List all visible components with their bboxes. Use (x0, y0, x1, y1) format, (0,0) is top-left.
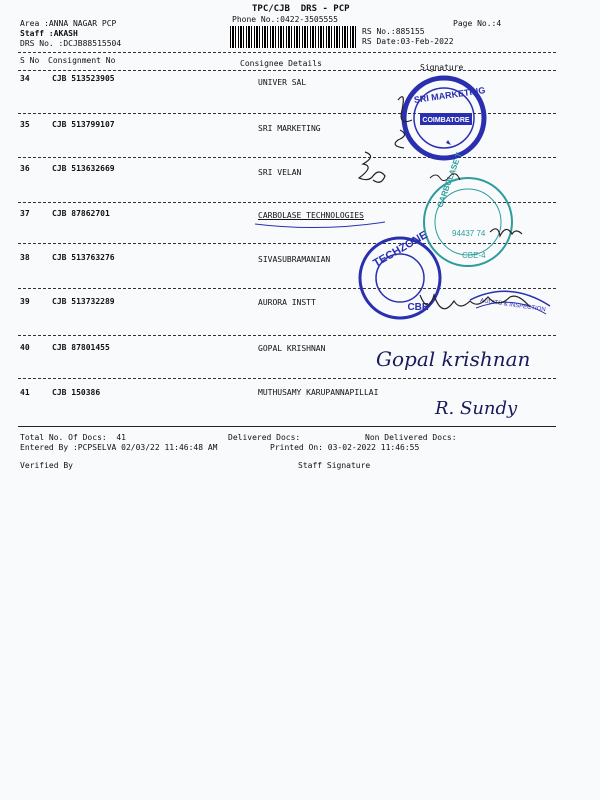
row-consignment: CJB 513632669 (52, 164, 115, 173)
sri-marketing-stamp-top: SRI MARKETING (413, 85, 486, 105)
row-consignment: CJB 87862701 (52, 209, 110, 218)
row-sno: 41 (20, 388, 30, 397)
carbolase-stamp-bottom: CBE-4 (462, 251, 486, 260)
page-number: Page No.:4 (453, 19, 502, 28)
underline-mark (255, 222, 385, 228)
column-header-signature: Signature (420, 63, 464, 72)
row-consignment: CJB 150386 (52, 388, 101, 397)
phone-number: Phone No.:0422-3505555 (232, 15, 338, 24)
row-consignment: CJB 513732289 (52, 297, 115, 306)
carbolase-stamp-top: CARBOLASE T (435, 151, 464, 209)
row-sno: 37 (20, 209, 30, 218)
document-title: TPC/CJB DRS - PCP (252, 4, 350, 14)
delivered-docs: Delivered Docs: (228, 433, 301, 442)
rs-number: RS No.:885155 (362, 27, 425, 36)
staff-signature-label: Staff Signature (298, 461, 371, 470)
row-consignment: CJB 87801455 (52, 343, 110, 352)
row-consignee: SRI VELAN (258, 168, 302, 177)
row-consignee: AURORA INSTT (258, 298, 316, 307)
entered-by: Entered By :PCPSELVA 02/03/22 11:46:48 AM (20, 443, 218, 452)
row-consignee: CARBOLASE TECHNOLOGIES (258, 211, 364, 220)
column-header-sno: S No (20, 56, 40, 65)
drs-number: DRS No. :DCJB88515504 (20, 39, 122, 48)
row-consignee: GOPAL KRISHNAN (258, 344, 326, 353)
sri-marketing-stamp-bottom: COIMBATORE (422, 117, 470, 124)
row-consignment: CJB 513799107 (52, 120, 115, 129)
total-docs: Total No. Of Docs: 41 (20, 433, 126, 442)
printed-on: Printed On: 03-02-2022 11:46:55 (270, 443, 420, 452)
techzone-stamp-bottom: CBE (407, 302, 429, 313)
row-sno: 34 (20, 74, 30, 83)
row-sno: 40 (20, 343, 30, 352)
signature-row-40-text: Gopal krishnan (376, 347, 531, 371)
row-consignment: CJB 513523905 (52, 74, 115, 83)
row-consignee: MUTHUSAMY KARUPANNAPILLAI (258, 388, 379, 397)
non-delivered-docs: Non Delivered Docs: (365, 433, 457, 442)
row-sno: 39 (20, 297, 30, 306)
signature-row-41-text: R. Sundy (435, 398, 518, 419)
sri-marketing-stamp (404, 78, 486, 158)
row-consignee: UNIVER SAL (258, 78, 307, 87)
carbolase-stamp-phone: 94437 74 (452, 229, 486, 238)
row-sno: 36 (20, 164, 30, 173)
row-consignment: CJB 513763276 (52, 253, 115, 262)
signature-row-40 (376, 347, 530, 371)
techzone-stamp-top: TECHZONE (371, 229, 430, 270)
carbolase-stamp (424, 151, 512, 266)
row-sno: 35 (20, 120, 30, 129)
verified-by: Verified By (20, 461, 73, 470)
row-sno: 38 (20, 253, 30, 262)
rs-date: RS Date:03-Feb-2022 (362, 37, 454, 46)
staff-field: Staff :AKASH (20, 29, 78, 38)
row-consignee: SIVASUBRAMANIAN (258, 255, 331, 264)
area-field: Area :ANNA NAGAR PCP (20, 19, 117, 28)
column-header-consignment: Consignment No (48, 56, 116, 65)
signature-row-41 (434, 398, 518, 419)
row-consignee: SRI MARKETING (258, 124, 321, 133)
column-header-consignee: Consignee Details (240, 59, 322, 68)
aurora-stamp-text: AUDITS & INSPECTION (479, 298, 546, 314)
